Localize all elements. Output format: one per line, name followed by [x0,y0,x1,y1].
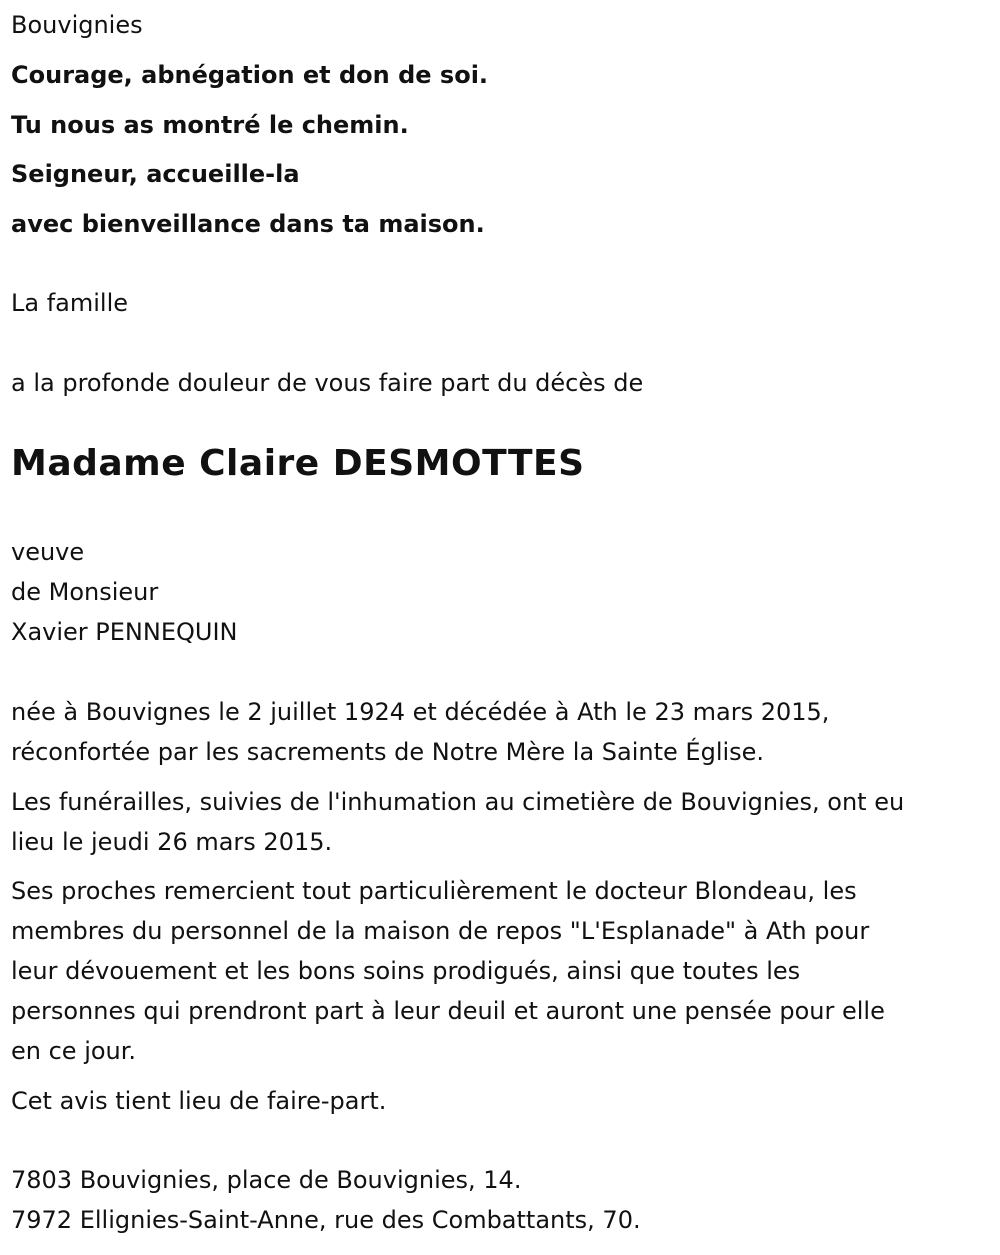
birth-death-paragraph [11,692,993,772]
spouse-line-1: veuve [11,538,85,566]
address-line-1: 7803 Bouvignies, place de Bouvignies, 14. [11,1166,522,1194]
address-line-2: 7972 Ellignies-Saint-Anne, rue des Combattants, 70. [11,1206,641,1234]
verse-line-2: Tu nous as montré le chemin. [11,111,409,139]
family-label: La famille [11,289,129,317]
birth-death-line-1: née à Bouvignes le 2 juillet 1924 et décédée à Ath le 23 mars 2015, [11,698,830,726]
verse-line-3: Seigneur, accueille-la [11,160,300,188]
thanks-line-2: membres du personnel de la maison de repos "L'Esplanade" à Ath pour [11,917,870,945]
place-header: Bouvignies [11,11,143,39]
funeral-line-1: Les funérailles, suivies de l'inhumation au cimetière de Bouvignies, ont eu [11,788,905,816]
thanks-line-1: Ses proches remercient tout particulièrement le docteur Blondeau, les [11,877,857,905]
funeral-paragraph [11,782,993,862]
announcement-text: a la profonde douleur de vous faire part du décès de [11,369,644,397]
deceased-name: Madame Claire DESMOTTES [11,443,585,484]
funeral-line-2: lieu le jeudi 26 mars 2015. [11,828,333,856]
spouse-name: Xavier PENNEQUIN [11,618,238,646]
spouse-line-2: de Monsieur [11,578,159,606]
thanks-line-5: en ce jour. [11,1037,137,1065]
thanks-line-3: leur dévouement et les bons soins prodigués, ainsi que toutes les [11,957,801,985]
verse-line-1: Courage, abnégation et don de soi. [11,61,489,89]
thanks-line-4: personnes qui prendront part à leur deuil et auront une pensée pour elle [11,997,885,1025]
thanks-paragraph [11,871,993,1071]
birth-death-line-2: réconfortée par les sacrements de Notre Mère la Sainte Église. [11,738,765,766]
verse-line-4: avec bienveillance dans ta maison. [11,210,485,238]
notice-text: Cet avis tient lieu de faire-part. [11,1087,387,1115]
